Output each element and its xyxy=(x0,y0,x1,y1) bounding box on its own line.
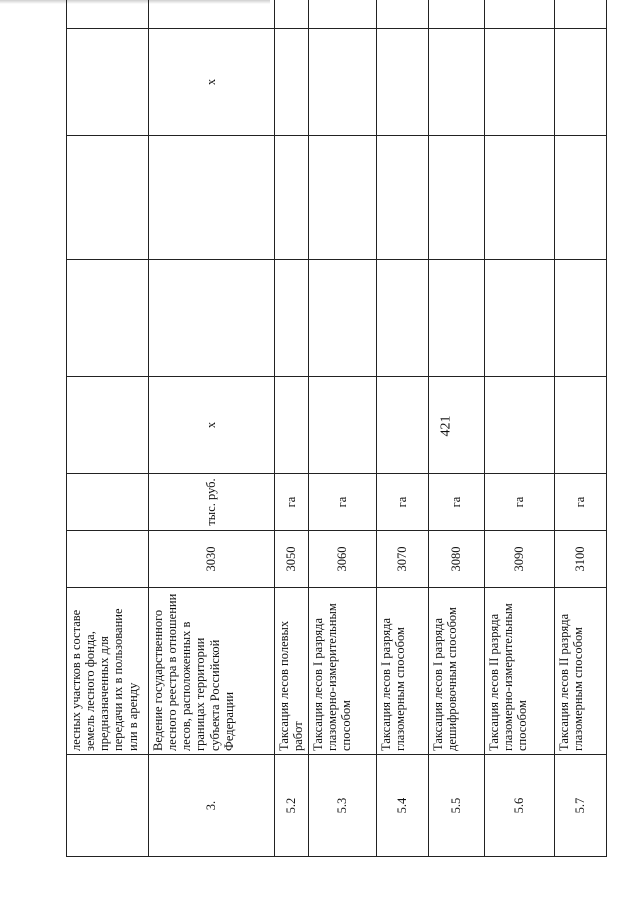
value-cell xyxy=(149,260,275,377)
value-cell xyxy=(309,260,377,377)
value-cell xyxy=(429,0,485,29)
work-name: Таксация лесов полевых работ xyxy=(275,588,309,755)
unit: га xyxy=(485,474,555,531)
row-number: 5.5 xyxy=(429,755,485,857)
value-cell xyxy=(275,0,309,29)
work-name: Таксация лесов II разряда глазомерно-измерительным способом xyxy=(485,588,555,755)
table-row xyxy=(377,0,429,857)
value-cell xyxy=(67,260,149,377)
row-code: 3080 xyxy=(429,531,485,588)
row-number: 5.6 xyxy=(485,755,555,857)
value-cell xyxy=(555,29,607,136)
work-name: Таксация лесов I разряда глазомерно-измерительным способом xyxy=(309,588,377,755)
value-cell xyxy=(429,29,485,136)
row-code: 3100 xyxy=(555,531,607,588)
row-number: 5.3 xyxy=(309,755,377,857)
value-cell xyxy=(275,136,309,260)
value-cell xyxy=(377,136,429,260)
forest-works-table xyxy=(66,0,607,857)
row-code xyxy=(67,531,149,588)
unit xyxy=(67,474,149,531)
table-row xyxy=(555,0,607,857)
value-cell xyxy=(485,0,555,29)
unit: га xyxy=(429,474,485,531)
row-number: 3. xyxy=(149,755,275,857)
page-number: 421 xyxy=(438,415,454,437)
value-cell xyxy=(485,29,555,136)
value-cell xyxy=(275,29,309,136)
table-row xyxy=(275,0,309,857)
value-cell xyxy=(555,0,607,29)
table-row xyxy=(485,0,555,857)
value-cell xyxy=(67,377,149,474)
value-cell xyxy=(377,0,429,29)
row-code: 3060 xyxy=(309,531,377,588)
table-row xyxy=(429,0,485,857)
value-cell xyxy=(377,29,429,136)
value-cell xyxy=(67,0,149,29)
rotated-table-wrapper xyxy=(66,19,606,857)
value-cell xyxy=(309,136,377,260)
unit: га xyxy=(309,474,377,531)
value-cell xyxy=(485,260,555,377)
value-cell xyxy=(275,377,309,474)
value-cell xyxy=(485,377,555,474)
row-code: 3070 xyxy=(377,531,429,588)
table-row xyxy=(309,0,377,857)
value-cell xyxy=(555,260,607,377)
value-cell: х xyxy=(149,377,275,474)
value-cell xyxy=(485,136,555,260)
value-cell xyxy=(275,260,309,377)
value-cell xyxy=(429,260,485,377)
unit: га xyxy=(275,474,309,531)
work-name: Таксация лесов I разряда глазомерным способом xyxy=(377,588,429,755)
row-code: 3090 xyxy=(485,531,555,588)
value-cell xyxy=(555,136,607,260)
row-number: 5.4 xyxy=(377,755,429,857)
value-cell: х xyxy=(149,29,275,136)
value-cell xyxy=(309,377,377,474)
work-name: Ведение государственного лесного реестра в отношении лесов, расположенных в границах территории субъекта Российской Федерации xyxy=(149,588,275,755)
work-name: Таксация лесов II разряда глазомерным способом xyxy=(555,588,607,755)
table-row xyxy=(149,0,275,857)
row-number: 5.7 xyxy=(555,755,607,857)
table-row xyxy=(67,0,149,857)
unit: га xyxy=(377,474,429,531)
value-cell xyxy=(429,136,485,260)
value-cell xyxy=(309,0,377,29)
work-name: Таксация лесов I разряда дешифровочным способом xyxy=(429,588,485,755)
row-number xyxy=(67,755,149,857)
value-cell xyxy=(377,377,429,474)
row-code: 3030 xyxy=(149,531,275,588)
value-cell xyxy=(149,0,275,29)
value-cell xyxy=(309,29,377,136)
value-cell xyxy=(377,260,429,377)
row-code: 3050 xyxy=(275,531,309,588)
value-cell xyxy=(555,377,607,474)
unit: тыс. руб. xyxy=(149,474,275,531)
value-cell xyxy=(67,29,149,136)
value-cell xyxy=(429,377,485,474)
value-cell xyxy=(149,136,275,260)
unit: га xyxy=(555,474,607,531)
value-cell xyxy=(67,136,149,260)
row-number: 5.2 xyxy=(275,755,309,857)
work-name: лесных участков в составе земель лесного фонда, предназначенных для передачи их в пользование или в аренду xyxy=(67,588,149,755)
